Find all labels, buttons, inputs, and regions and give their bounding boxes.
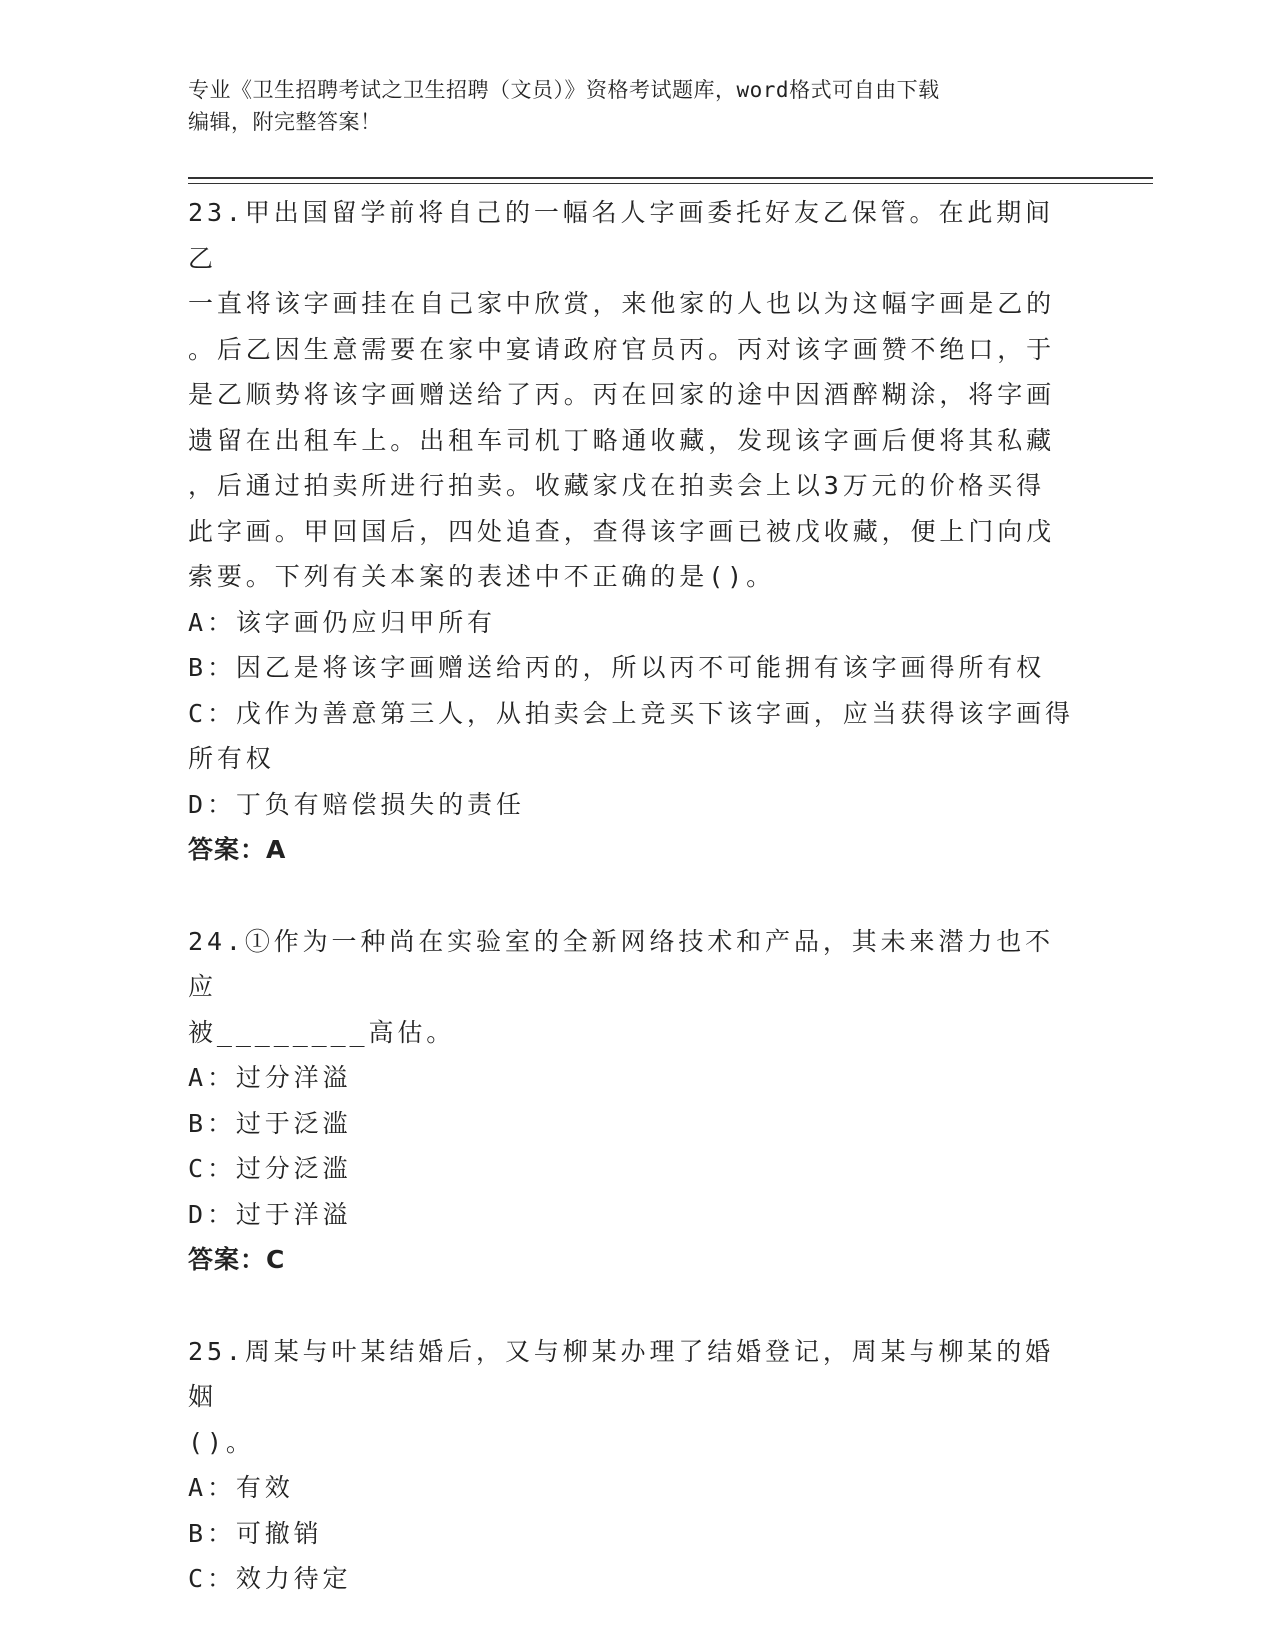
question-stem-line: 被________高估。 xyxy=(188,1017,456,1047)
header-divider-thick xyxy=(188,177,1153,179)
question-stem-line: 遗留在出租车上。出租车司机丁略通收藏，发现该字画后便将其私藏 xyxy=(188,425,1056,455)
option-b: B：因乙是将该字画赠送给丙的，所以丙不可能拥有该字画得所有权 xyxy=(188,653,1046,682)
option-c-continued: 所有权 xyxy=(188,744,275,773)
header-line-1: 专业《卫生招聘考试之卫生招聘（文员）》资格考试题库，word格式可自由下载 xyxy=(188,78,940,102)
header-divider-thin xyxy=(188,183,1153,184)
answer-label: 答案：A xyxy=(188,835,287,864)
option-d: D：丁负有赔偿损失的责任 xyxy=(188,789,525,819)
document-header xyxy=(188,74,1088,138)
question-23 xyxy=(188,190,1078,873)
question-stem-line: 25.周某与叶某结婚后，又与柳某办理了结婚登记，周某与柳某的婚姻 xyxy=(188,1336,1055,1411)
option-c: C：效力待定 xyxy=(188,1564,352,1593)
question-stem-line: 一直将该字画挂在自己家中欣赏，来他家的人也以为这幅字画是乙的 xyxy=(188,289,1056,318)
question-stem-line: ()。 xyxy=(188,1427,255,1457)
option-a: A：有效 xyxy=(188,1473,294,1502)
question-stem-line: 24.①作为一种尚在实验室的全新网络技术和产品，其未来潜力也不应 xyxy=(188,926,1055,1001)
question-spacer xyxy=(188,873,1078,919)
answer-label: 答案：C xyxy=(188,1245,286,1274)
option-b: B：过于泛滥 xyxy=(188,1108,352,1138)
question-list xyxy=(188,190,1078,1602)
option-b: B：可撤销 xyxy=(188,1518,323,1548)
question-stem-line: 23.甲出国留学前将自己的一幅名人字画委托好友乙保管。在此期间乙 xyxy=(188,198,1055,273)
question-spacer xyxy=(188,1283,1078,1329)
question-25 xyxy=(188,1329,1078,1602)
option-a: A：过分洋溢 xyxy=(188,1063,352,1092)
option-a: A：该字画仍应归甲所有 xyxy=(188,607,496,637)
question-stem-line: 索要。下列有关本案的表述中不正确的是()。 xyxy=(188,562,776,591)
question-stem-line: 。后乙因生意需要在家中宴请政府官员丙。丙对该字画赞不绝口，于 xyxy=(188,334,1056,364)
question-stem-line: 此字画。甲回国后，四处追查，查得该字画已被戊收藏，便上门向戊 xyxy=(188,516,1056,546)
question-stem-line: ，后通过拍卖所进行拍卖。收藏家戊在拍卖会上以3万元的价格买得 xyxy=(188,471,1046,500)
option-d: D：过于洋溢 xyxy=(188,1199,352,1229)
option-c: C：过分泛滥 xyxy=(188,1154,352,1183)
question-stem-line: 是乙顺势将该字画赠送给了丙。丙在回家的途中因酒醉糊涂，将字画 xyxy=(188,380,1056,409)
option-c: C：戊作为善意第三人，从拍卖会上竞买下该字画，应当获得该字画得 xyxy=(188,698,1074,728)
header-line-2: 编辑，附完整答案！ xyxy=(188,110,382,134)
question-24 xyxy=(188,919,1078,1283)
